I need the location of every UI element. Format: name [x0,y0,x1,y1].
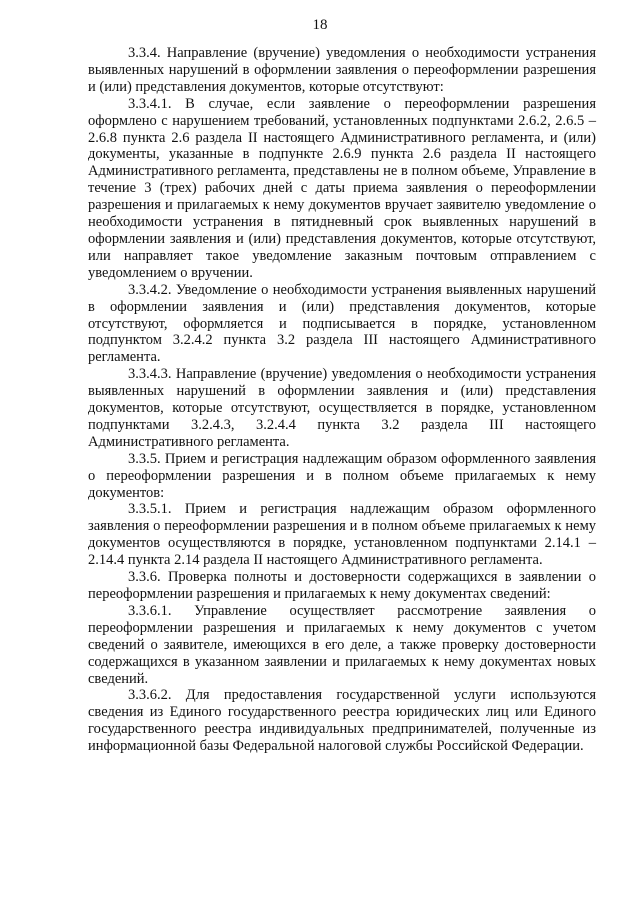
paragraph-3-3-5: 3.3.5. Прием и регистрация надлежащим образом оформленного заявления о переоформлении разрешения и в полном объеме прилагаемых к нему документов: [88,450,596,501]
paragraph-3-3-4: 3.3.4. Направление (вручение) уведомления о необходимости устранения выявленных нарушений в оформлении заявления о переоформлении разрешения и (или) представления документов, которые отсутствуют: [88,45,596,95]
paragraph-3-3-4-1: 3.3.4.1. В случае, если заявление о переоформлении разрешения оформлено с нарушением требований, установленных подпунктами 2.6.2, 2.6.5 – 2.6.8 пункта 2.6 раздела II настоящего Административного регламента, и (или) документы, указанные в подпункте 2.6.9 пункта 2.6 раздела II настоящего Административного регламента, представлены не в полном объеме, Управление в течение 3 (трех) рабочих дней с даты приема заявления о переоформлении разрешения и прилагаемых к нему документов вручает заявителю уведомление о необходимости устранения в пятидневный срок выявленных нарушений в оформлении заявления и (или) представления документов, которые отсутствуют, или направляет такое уведомление заказным почтовым отправлением с уведомлением о вручении. [88,95,596,281]
paragraph-3-3-6-2: 3.3.6.2. Для предоставления государственной услуги используются сведения из Единого государственного реестра юридических лиц или Единого государственного реестра индивидуальных предпринимателей, полученные из информационной базы Федеральной налоговой службы Российской Федерации. [88,687,596,755]
paragraph-3-3-4-2: 3.3.4.2. Уведомление о необходимости устранения выявленных нарушений в оформлении заявления и (или) представления документов, которые отсутствуют, оформляется и подписывается в порядке, установленном подпунктом 3.2.4.2 пункта 3.2 раздела III настоящего Административного регламента. [88,281,596,366]
paragraph-3-3-5-1: 3.3.5.1. Прием и регистрация надлежащим образом оформленного заявления о переоформлении разрешения и в полном объеме прилагаемых к нему документов осуществляются в порядке, установленном подпунктами 2.14.1 – 2.14.4 пункта 2.14 раздела II настоящего Административного регламента. [88,501,596,569]
paragraph-3-3-6-1: 3.3.6.1. Управление осуществляет рассмотрение заявления о переоформлении разрешения и прилагаемых к нему документов с учетом сведений о заявителе, имеющихся в его деле, а также проверку достоверности содержащихся в указанном заявлении и прилагаемых к нему документах новых сведений. [88,602,596,687]
document-body [88,45,596,755]
paragraph-3-3-4-3: 3.3.4.3. Направление (вручение) уведомления о необходимости устранения выявленных нарушений в оформлении заявления и (или) представления документов, которые отсутствуют, осуществляется в порядке, установленном подпунктами 3.2.4.3, 3.2.4.4 пункта 3.2 раздела III настоящего Административного регламента. [88,366,596,450]
page-number: 18 [312,17,328,33]
paragraph-3-3-6: 3.3.6. Проверка полноты и достоверности содержащихся в заявлении о переоформлении разрешения и прилагаемых к нему документах сведений: [88,569,596,602]
